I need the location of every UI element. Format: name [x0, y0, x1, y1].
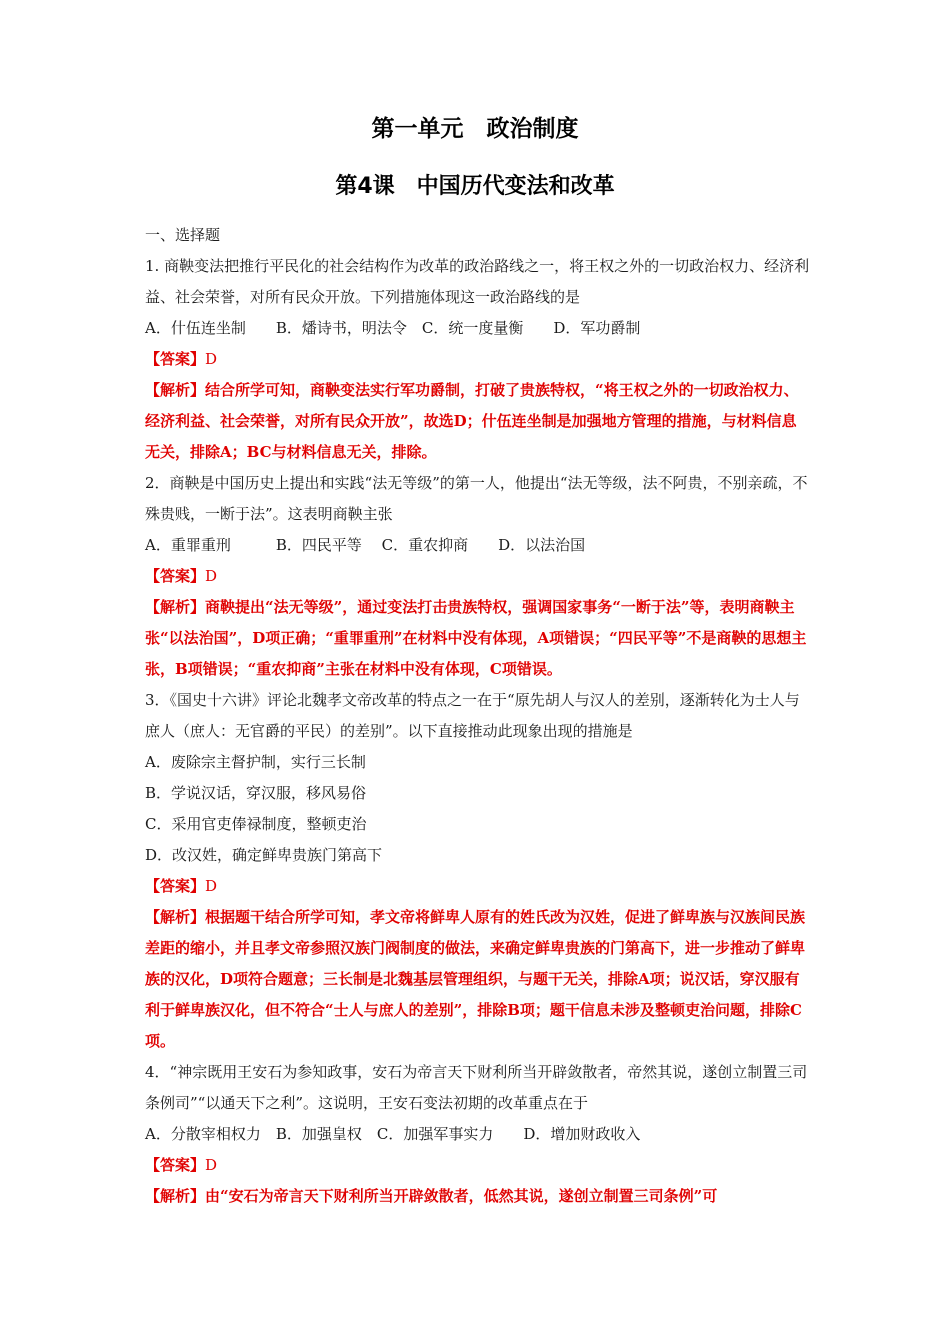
question-option: A．废除宗主督护制，实行三长制	[145, 753, 366, 771]
answer-tag: 【答案】	[145, 350, 206, 368]
answer-tag: 【答案】	[145, 567, 206, 585]
explanation-text: 由“安石为帝言天下财利所当开辟敛散者，低然其说，遂创立制置三司条例”可	[205, 1187, 718, 1205]
answer-line	[145, 561, 810, 592]
answer-line	[145, 1150, 810, 1181]
question-options: A．分散宰相权力 B．加强皇权 C．加强军事实力 D．增加财政收入	[145, 1125, 641, 1143]
explanation	[145, 902, 810, 1057]
explain-tag: 【解析】	[145, 381, 206, 399]
answer-tag: 【答案】	[145, 1156, 206, 1174]
explanation	[145, 375, 810, 468]
answer-line	[145, 344, 810, 375]
answer-value: D	[205, 877, 218, 895]
lesson-title: 第4课 中国历代变法和改革	[335, 174, 615, 199]
explanation-text: 根据题干结合所学可知，孝文帝将鲜卑人原有的姓氏改为汉姓，促进了鲜卑族与汉族间民族差距的缩小，并且孝文帝参照汉族门阀制度的做法，来确定鲜卑贵族的门第高下，进一步推动了鲜卑族的汉化，D项符合题意；三长制是北魏基层管理组织，与题干无关，排除A项；说汉话，穿汉服有利于鲜卑族汉化，但不符合“士人与庶人的差别”，排除B项；题干信息未涉及整顿吏治问题，排除C项。	[145, 908, 806, 1050]
section-title: 一、选择题	[145, 226, 221, 244]
question-option: B．学说汉话，穿汉服，移风易俗	[145, 784, 367, 802]
question-stem: 3．《国史十六讲》评论北魏孝文帝改革的特点之一在于“原先胡人与汉人的差别，逐渐转化为士人与庶人（庶人：无官爵的平民）的差别”。以下直接推动此现象出现的措施是	[145, 691, 800, 740]
document-body	[145, 220, 810, 1212]
answer-line	[145, 871, 810, 902]
question-stem: 1. 商鞅变法把推行平民化的社会结构作为改革的政治路线之一，将王权之外的一切政治权力、经济利益、社会荣誉，对所有民众开放。下列措施体现这一政治路线的是	[145, 257, 810, 306]
answer-tag: 【答案】	[145, 877, 206, 895]
explanation	[145, 1181, 810, 1212]
question-stem: 2．商鞅是中国历史上提出和实践“法无等级”的第一人，他提出“法无等级，法不阿贵，不别亲疏，不殊贵贱，一断于法”。这表明商鞅主张	[145, 474, 808, 523]
unit-title: 第一单元 政治制度	[371, 116, 579, 142]
explain-tag: 【解析】	[145, 598, 206, 616]
explanation-text: 结合所学可知，商鞅变法实行军功爵制，打破了贵族特权，“将王权之外的一切政治权力、经济利益、社会荣誉，对所有民众开放”，故选D；什伍连坐制是加强地方管理的措施，与材料信息无关，排除A；BC与材料信息无关，排除。	[145, 381, 799, 461]
question-stem: 4．“神宗既用王安石为参知政事，安石为帝言天下财利所当开辟敛散者，帝然其说，遂创立制置三司条例司”“以通天下之利”。这说明，王安石变法初期的改革重点在于	[145, 1063, 808, 1112]
explanation	[145, 592, 810, 685]
question-option: D．改汉姓，确定鲜卑贵族门第高下	[145, 846, 383, 864]
answer-value: D	[205, 1156, 218, 1174]
explain-tag: 【解析】	[145, 1187, 206, 1205]
question-options: A．什伍连坐制 B．燔诗书，明法令 C．统一度量衡 D．军功爵制	[145, 319, 641, 337]
question-options: A．重罪重刑 B．四民平等 C．重农抑商 D．以法治国	[145, 536, 586, 554]
explain-tag: 【解析】	[145, 908, 206, 926]
explanation-text: 商鞅提出“法无等级”，通过变法打击贵族特权，强调国家事务“一断于法”等，表明商鞅主张“以法治国”，D项正确；“重罪重刑”在材料中没有体现，A项错误；“四民平等”不是商鞅的思想主张，B项错误；“重农抑商”主张在材料中没有体现，C项错误。	[145, 598, 807, 678]
question-option: C．采用官吏俸禄制度，整顿吏治	[145, 815, 367, 833]
answer-value: D	[205, 350, 218, 368]
answer-value: D	[205, 567, 218, 585]
